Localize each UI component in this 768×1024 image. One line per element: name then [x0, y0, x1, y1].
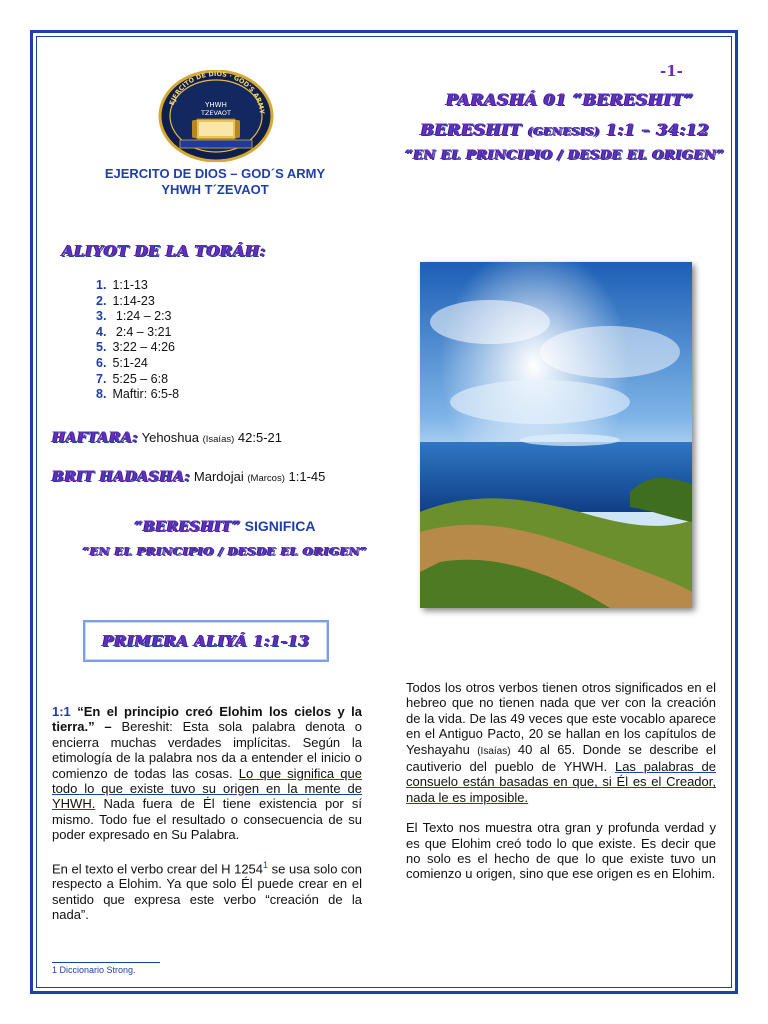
- aliyot-item-number: 3.: [96, 309, 107, 324]
- seal-center-line2: TZEVAOT: [201, 109, 231, 117]
- aliyot-item-number: 6.: [96, 355, 107, 370]
- aliyot-item-number: 8.: [96, 387, 107, 402]
- verse-text-2: Nada fuera de Él tiene existencia por sí mismo. Todo fue el resultado o consecuencia de su poder expresado en Su Palabra.: [52, 796, 362, 843]
- parasha-title: PARASHÁ 01 “BERESHIT”: [446, 90, 694, 109]
- verse-1-1-paragraph: [52, 704, 362, 843]
- aliyot-item: [96, 372, 179, 388]
- aliyot-item-range: 1:14-23: [112, 293, 155, 308]
- haftara-ref: 42:5-21: [237, 430, 282, 445]
- aliyot-list: [96, 278, 179, 403]
- primera-aliya-title: PRIMERA ALIYÁ 1:1-13: [102, 632, 310, 650]
- verse-text-1: Bereshit: Esta sola palabra denota o encierra muchas verdades implícitas. Según la etimología de la palabra nos da a entender el inicio o comienzo de todas las cosas.: [52, 719, 362, 781]
- haftara-label: HAFTARA:: [52, 430, 139, 446]
- aliyot-item-range: 5:1-24: [112, 355, 148, 370]
- aliyot-item: [96, 340, 179, 356]
- create-verb-text-2: se usa solo con respecto a Elohim. Ya que solo Él puede crear en el sentido que expresa este verbo “creación de la nada”.: [52, 860, 362, 923]
- verbs-underlined: Las palabras de consuelo están basadas en que, si Él es el Creador, nada le es imposible.: [406, 759, 717, 805]
- gods-army-seal-logo: [158, 70, 274, 162]
- footnote-divider: [52, 962, 160, 963]
- haftara-text: Yehoshua: [141, 430, 199, 445]
- verse-underlined: Lo que significa que todo lo que existe tuvo su origen en la mente de YHWH.: [52, 765, 362, 812]
- aliyot-item-range: 3:22 – 4:26: [112, 340, 175, 355]
- verbs-text-1: Todos los otros verbos tienen otros significados en el hebreo que no tienen nada que ver con la creación de la vida. De las 49 veces que este vocablo aparece en el Antiguo Pacto, 20 se hallan en los capítulos de Yeshayahu: [406, 680, 716, 757]
- organization-line1: EJERCITO DE DIOS – GOD´S ARMY: [104, 166, 326, 181]
- verse-ref: 1:1: [52, 704, 71, 719]
- aliyot-heading: ALIYOT DE LA TORÁH:: [62, 242, 266, 260]
- brit-label: BRIT HADASHA:: [52, 469, 191, 485]
- haftara-paren: (Isaías): [202, 434, 235, 445]
- brit-paren: (Marcos): [247, 473, 285, 484]
- aliyot-item-number: 7.: [96, 371, 107, 386]
- seal-center-line1: YHWH: [205, 101, 227, 109]
- aliyot-item: [96, 356, 179, 372]
- aliyot-item: [96, 325, 179, 341]
- genesis-label: (GENESIS): [527, 125, 601, 138]
- brit-hadasha-line: [52, 469, 325, 485]
- footnote-ref: 1: [263, 859, 269, 870]
- significa-meaning: “EN EL PRINCIPIO / DESDE EL ORIGEN”: [82, 544, 368, 558]
- significa-plain: SIGNIFICA: [240, 518, 316, 534]
- left-column-text: [52, 704, 362, 923]
- aliyot-item-range: 5:25 – 6:8: [112, 371, 169, 386]
- create-verb-paragraph: [52, 858, 362, 923]
- aliyot-item-number: 4.: [96, 324, 107, 339]
- aliyot-item-number: 5.: [96, 340, 107, 355]
- brit-ref: 1:1-45: [288, 469, 326, 484]
- creation-landscape-image: [420, 262, 692, 608]
- verbs-text-2: 40 al 65. Donde se describe el cautiverio del pueblo de YHWH.: [406, 741, 716, 775]
- aliyot-item-range: 1:24 – 2:3: [112, 309, 172, 324]
- significa-word: “BERESHIT”: [134, 519, 241, 535]
- seal-ring-text: EJERCITO DE DIOS · GOD'S ARMY: [167, 70, 266, 115]
- haftara-line: [52, 430, 282, 446]
- aliyot-item-range: 2:4 – 3:21: [112, 324, 172, 339]
- footnote: 1 Diccionario Strong.: [52, 965, 136, 975]
- verse-quote: “En el principio creó Elohim los cielos y la tierra.” –: [52, 704, 362, 735]
- aliyot-item: [96, 309, 179, 325]
- chapter-range: 1:1 – 34:12: [606, 120, 710, 139]
- significa-heading: [70, 518, 380, 535]
- organization-line2: YHWH T´ZEVAOT: [161, 182, 269, 197]
- right-column-text: [406, 680, 716, 882]
- parasha-subtitle: [395, 120, 735, 139]
- organization-name: [60, 166, 370, 198]
- aliyot-item-number: 1.: [96, 278, 107, 292]
- page-number: -1-: [660, 62, 683, 80]
- aliyot-item-range: Maftir: 6:5-8: [112, 387, 180, 402]
- aliyot-item-range: 1:1-13: [112, 278, 148, 292]
- aliyot-item-number: 2.: [96, 293, 107, 308]
- verbs-paragraph: [406, 680, 716, 805]
- aliyot-item: [96, 294, 179, 310]
- primera-aliya-box: [83, 620, 329, 662]
- create-verb-text-1: En el texto el verbo crear del H 1254: [52, 860, 264, 876]
- parasha-meaning: “EN EL PRINCIPIO / DESDE EL ORIGEN”: [405, 148, 725, 163]
- aliyot-item: [96, 387, 179, 403]
- truth-paragraph: El Texto nos muestra otra gran y profunda verdad y es que Elohim creó todo lo que existe. Es decir que no solo es el hecho de que lo que existe tuvo un comienzo u origen, sino que ese origen es en Elohim.: [406, 820, 716, 882]
- aliyot-item: [96, 278, 179, 294]
- verbs-paren: (Isaías): [477, 745, 511, 757]
- bereshit-word: BERESHIT: [420, 120, 522, 139]
- brit-text: Mardojai: [193, 469, 244, 484]
